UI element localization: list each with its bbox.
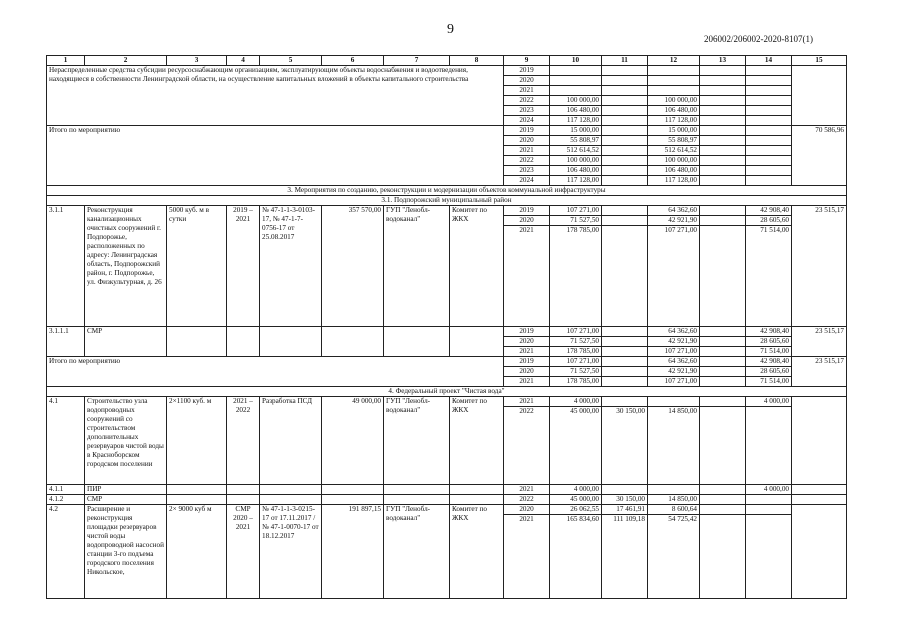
itogo-row [47, 357, 847, 367]
header-cell: 2 [85, 56, 167, 66]
header-cell: 14 [746, 56, 792, 66]
amount-federal [602, 206, 648, 216]
amount-local [700, 146, 746, 156]
empty-cell [260, 495, 322, 505]
amount-local [700, 166, 746, 176]
project-row [47, 206, 847, 216]
amount-local [700, 136, 746, 146]
empty-cell [322, 485, 384, 495]
item-capacity: 5000 куб. м в сутки [167, 206, 227, 327]
amount-federal [602, 327, 648, 337]
amount-regional: 55 808,97 [648, 136, 700, 146]
amount-regional: 42 921,90 [648, 337, 700, 347]
amount-total: 107 271,00 [550, 327, 602, 337]
amount-regional: 14 850,00 [648, 407, 700, 485]
col15-cell: 70 586,96 [792, 126, 847, 186]
header-cell: 10 [550, 56, 602, 66]
amount-local [700, 106, 746, 116]
amount-federal: 30 150,00 [602, 495, 648, 505]
amount-total: 4 000,00 [550, 485, 602, 495]
empty-cell [384, 327, 450, 357]
item-curator: Комитет по ЖКХ [450, 397, 504, 485]
year-cell: 2022 [504, 96, 550, 106]
item-name: Реконструкция канализационных очистных сооружений г. Подпорожье, расположенных по адресу: Ленинградская область, Подпорожский район, г. Подпорожье, ул. Физкультурная, д. 26 [85, 206, 167, 327]
header-cell: 3 [167, 56, 227, 66]
amount-regional: 106 480,00 [648, 106, 700, 116]
page-number: 9 [447, 22, 454, 37]
item-capacity: 2×1100 куб. м [167, 397, 227, 485]
amount-total: 15 000,00 [550, 126, 602, 136]
amount-total: 107 271,00 [550, 206, 602, 216]
project-row [47, 397, 847, 407]
amount-regional: 106 480,00 [648, 166, 700, 176]
item-number: 4.1.2 [47, 495, 85, 505]
empty-cell [260, 327, 322, 357]
amount-local [700, 397, 746, 407]
amount-local [700, 216, 746, 226]
amount-other [746, 96, 792, 106]
header-cell: 6 [322, 56, 384, 66]
year-cell: 2019 [504, 327, 550, 337]
amount-other [746, 515, 792, 599]
year-cell: 2021 [504, 515, 550, 599]
amount-regional: 8 600,64 [648, 505, 700, 515]
item-name: Расширение и реконструкция площадки резервуаров чистой воды водопроводной насосной станции 3-го подъема городского поселения Никольское, [85, 505, 167, 599]
empty-cell [227, 327, 260, 357]
amount-local [700, 485, 746, 495]
header-row [47, 56, 847, 66]
nerasp-row [47, 66, 847, 76]
item-number: 4.1 [47, 397, 85, 485]
col15-cell [792, 397, 847, 485]
year-cell: 2022 [504, 156, 550, 166]
amount-regional: 100 000,00 [648, 156, 700, 166]
amount-other: 42 908,40 [746, 357, 792, 367]
header-cell: 13 [700, 56, 746, 66]
amount-other: 28 605,60 [746, 337, 792, 347]
item-number: 4.2 [47, 505, 85, 599]
amount-local [700, 76, 746, 86]
empty-cell [260, 485, 322, 495]
year-cell: 2021 [504, 397, 550, 407]
section-title-row [47, 186, 847, 196]
year-cell: 2021 [504, 226, 550, 327]
empty-cell [167, 327, 227, 357]
amount-local [700, 327, 746, 337]
amount-local [700, 367, 746, 377]
document-id: 206002/206002-2020-8107(1) [704, 34, 813, 44]
amount-other: 4 000,00 [746, 485, 792, 495]
amount-local [700, 377, 746, 387]
year-cell: 2021 [504, 146, 550, 156]
header-cell: 12 [648, 56, 700, 66]
amount-total: 45 000,00 [550, 495, 602, 505]
amount-total [550, 66, 602, 76]
year-cell: 2020 [504, 367, 550, 377]
amount-local [700, 357, 746, 367]
amount-other [746, 86, 792, 96]
amount-total: 26 062,55 [550, 505, 602, 515]
amount-regional [648, 397, 700, 407]
amount-total: 71 527,50 [550, 216, 602, 226]
amount-federal [602, 166, 648, 176]
amount-total: 100 000,00 [550, 156, 602, 166]
amount-regional: 14 850,00 [648, 495, 700, 505]
empty-cell [384, 485, 450, 495]
amount-other [746, 136, 792, 146]
empty-cell [450, 495, 504, 505]
subsection-title-row [47, 196, 847, 206]
amount-local [700, 226, 746, 327]
amount-federal [602, 357, 648, 367]
amount-total: 512 614,52 [550, 146, 602, 156]
item-period: 2021 – 2022 [227, 397, 260, 485]
amount-local [700, 66, 746, 76]
item-name: СМР [85, 495, 167, 505]
amount-other [746, 495, 792, 505]
amount-other [746, 76, 792, 86]
amount-total: 178 785,00 [550, 377, 602, 387]
amount-total: 71 527,50 [550, 337, 602, 347]
item-period: СМР 2020 – 2021 [227, 505, 260, 599]
year-cell: 2023 [504, 166, 550, 176]
amount-local [700, 505, 746, 515]
item-customer: ГУП "Ленобл-водоканал" [384, 397, 450, 485]
amount-regional [648, 66, 700, 76]
col15-cell: 23 515,17 [792, 327, 847, 357]
amount-federal [602, 226, 648, 327]
empty-cell [227, 485, 260, 495]
amount-federal [602, 66, 648, 76]
header-cell: 5 [260, 56, 322, 66]
year-cell: 2020 [504, 505, 550, 515]
amount-local [700, 337, 746, 347]
amount-total: 106 480,00 [550, 106, 602, 116]
amount-total: 71 527,50 [550, 367, 602, 377]
section-3-title: 3. Мероприятия по созданию, реконструкции и модернизации объектов коммунальной инфраструктуры [47, 186, 847, 196]
amount-other [746, 166, 792, 176]
year-cell: 2020 [504, 216, 550, 226]
section-4-title: 4. Федеральный проект "Чистая вода" [47, 387, 847, 397]
amount-total: 106 480,00 [550, 166, 602, 176]
amount-local [700, 347, 746, 357]
amount-other [746, 156, 792, 166]
empty-cell [167, 495, 227, 505]
item-name: СМР [85, 327, 167, 357]
amount-regional [648, 86, 700, 96]
amount-regional: 54 725,42 [648, 515, 700, 599]
amount-total: 107 271,00 [550, 357, 602, 367]
amount-other: 71 514,00 [746, 347, 792, 357]
amount-other: 71 514,00 [746, 226, 792, 327]
amount-local [700, 156, 746, 166]
header-cell: 4 [227, 56, 260, 66]
amount-local [700, 407, 746, 485]
empty-cell [227, 495, 260, 505]
amount-other [746, 126, 792, 136]
amount-regional: 100 000,00 [648, 96, 700, 106]
empty-cell [322, 327, 384, 357]
item-name: ПИР [85, 485, 167, 495]
year-cell: 2021 [504, 86, 550, 96]
amount-federal [602, 367, 648, 377]
amount-regional: 117 128,00 [648, 176, 700, 186]
col15-cell [792, 485, 847, 495]
item-curator: Комитет по ЖКХ [450, 206, 504, 327]
amount-federal [602, 76, 648, 86]
project-row [47, 505, 847, 515]
header-cell: 7 [384, 56, 450, 66]
amount-federal [602, 86, 648, 96]
amount-local [700, 176, 746, 186]
itogo-label: Итого по мероприятию [47, 126, 504, 186]
item-number: 3.1.1.1 [47, 327, 85, 357]
amount-federal [602, 377, 648, 387]
item-customer: ГУП "Ленобл-водоканал" [384, 206, 450, 327]
amount-federal [602, 106, 648, 116]
amount-federal [602, 337, 648, 347]
amount-other: 28 605,60 [746, 367, 792, 377]
subitem-row [47, 495, 847, 505]
amount-local [700, 86, 746, 96]
year-cell: 2022 [504, 407, 550, 485]
year-cell: 2023 [504, 106, 550, 116]
item-period: 2019 – 2021 [227, 206, 260, 327]
section-3-1-title: 3.1. Подпорожский муниципальный район [47, 196, 847, 206]
amount-regional: 42 921,90 [648, 367, 700, 377]
amount-federal [602, 347, 648, 357]
amount-federal [602, 397, 648, 407]
amount-federal [602, 116, 648, 126]
amount-local [700, 495, 746, 505]
amount-total: 117 128,00 [550, 176, 602, 186]
year-cell: 2020 [504, 76, 550, 86]
item-documents: № 47-1-1-3-0215-17 от 17.11.2017 / № 47-1-0070-17 от 18.12.2017 [260, 505, 322, 599]
empty-cell [450, 485, 504, 495]
amount-regional: 107 271,00 [648, 377, 700, 387]
amount-total: 178 785,00 [550, 347, 602, 357]
col15-cell [792, 66, 847, 126]
item-name: Строительство узла водопроводных сооружений со строительством дополнительных резервуаров чистой воды в Красноборском городском поселении [85, 397, 167, 485]
amount-regional [648, 485, 700, 495]
amount-total: 117 128,00 [550, 116, 602, 126]
year-cell: 2022 [504, 495, 550, 505]
amount-local [700, 515, 746, 599]
year-cell: 2019 [504, 206, 550, 216]
subitem-row [47, 485, 847, 495]
amount-regional: 64 362,60 [648, 327, 700, 337]
empty-cell [384, 495, 450, 505]
amount-other [746, 106, 792, 116]
amount-local [700, 96, 746, 106]
header-cell: 9 [504, 56, 550, 66]
year-cell: 2019 [504, 126, 550, 136]
year-cell: 2024 [504, 176, 550, 186]
amount-local [700, 116, 746, 126]
empty-cell [322, 495, 384, 505]
amount-federal: 30 150,00 [602, 407, 648, 485]
subitem-row [47, 327, 847, 337]
amount-regional [648, 76, 700, 86]
year-cell: 2024 [504, 116, 550, 126]
amount-regional: 42 921,90 [648, 216, 700, 226]
empty-cell [167, 485, 227, 495]
amount-other: 28 605,60 [746, 216, 792, 226]
item-cost: 49 000,00 [322, 397, 384, 485]
header-cell: 1 [47, 56, 85, 66]
amount-federal [602, 146, 648, 156]
amount-federal [602, 96, 648, 106]
amount-total: 100 000,00 [550, 96, 602, 106]
col15-cell [792, 495, 847, 505]
amount-other [746, 505, 792, 515]
amount-regional: 15 000,00 [648, 126, 700, 136]
amount-other: 42 908,40 [746, 327, 792, 337]
year-cell: 2021 [504, 377, 550, 387]
amount-other [746, 116, 792, 126]
amount-total: 165 834,60 [550, 515, 602, 599]
col15-cell: 23 515,17 [792, 357, 847, 387]
amount-total: 178 785,00 [550, 226, 602, 327]
item-number: 3.1.1 [47, 206, 85, 327]
amount-total: 4 000,00 [550, 397, 602, 407]
item-number: 4.1.1 [47, 485, 85, 495]
amount-local [700, 206, 746, 216]
section-title-row [47, 387, 847, 397]
nerasp-description: Нераспределенные средства субсидии ресурсоснабжающим организациям, эксплуатирующим объекты водоснабжения и водоотведения, находящиеся в собственности Ленинградской области, на осуществление капитальных вложений в объекты капитального строительства [47, 66, 504, 126]
year-cell: 2020 [504, 337, 550, 347]
year-cell: 2020 [504, 136, 550, 146]
col15-cell: 23 515,17 [792, 206, 847, 327]
amount-federal: 17 461,91 [602, 505, 648, 515]
item-documents: № 47-1-1-3-0103-17, № 47-1-7-0756-17 от 25.08.2017 [260, 206, 322, 327]
amount-other [746, 176, 792, 186]
amount-regional: 117 128,00 [648, 116, 700, 126]
amount-other [746, 66, 792, 76]
header-cell: 15 [792, 56, 847, 66]
amount-regional: 512 614,52 [648, 146, 700, 156]
item-curator: Комитет по ЖКХ [450, 505, 504, 599]
amount-federal [602, 156, 648, 166]
amount-federal [602, 176, 648, 186]
item-cost: 191 897,15 [322, 505, 384, 599]
item-customer: ГУП "Ленобл-водоканал" [384, 505, 450, 599]
header-cell: 11 [602, 56, 648, 66]
amount-total: 55 808,97 [550, 136, 602, 146]
amount-federal [602, 216, 648, 226]
amount-total: 45 000,00 [550, 407, 602, 485]
program-table [46, 55, 847, 599]
amount-regional: 64 362,60 [648, 206, 700, 216]
itogo-row [47, 126, 847, 136]
col15-cell [792, 505, 847, 599]
amount-federal [602, 136, 648, 146]
year-cell: 2019 [504, 66, 550, 76]
amount-federal [602, 485, 648, 495]
amount-other [746, 146, 792, 156]
header-cell: 8 [450, 56, 504, 66]
item-capacity: 2× 9000 куб м [167, 505, 227, 599]
item-documents: Разработка ПСД [260, 397, 322, 485]
amount-other: 42 908,40 [746, 206, 792, 216]
amount-other: 4 000,00 [746, 397, 792, 407]
item-cost: 357 570,00 [322, 206, 384, 327]
amount-other [746, 407, 792, 485]
amount-other: 71 514,00 [746, 377, 792, 387]
year-cell: 2021 [504, 485, 550, 495]
amount-federal [602, 126, 648, 136]
amount-regional: 64 362,60 [648, 357, 700, 367]
empty-cell [450, 327, 504, 357]
itogo-label: Итого по мероприятию [47, 357, 504, 387]
year-cell: 2019 [504, 357, 550, 367]
amount-regional: 107 271,00 [648, 226, 700, 327]
amount-total [550, 76, 602, 86]
amount-federal: 111 109,18 [602, 515, 648, 599]
amount-regional: 107 271,00 [648, 347, 700, 357]
amount-local [700, 126, 746, 136]
year-cell: 2021 [504, 347, 550, 357]
amount-total [550, 86, 602, 96]
